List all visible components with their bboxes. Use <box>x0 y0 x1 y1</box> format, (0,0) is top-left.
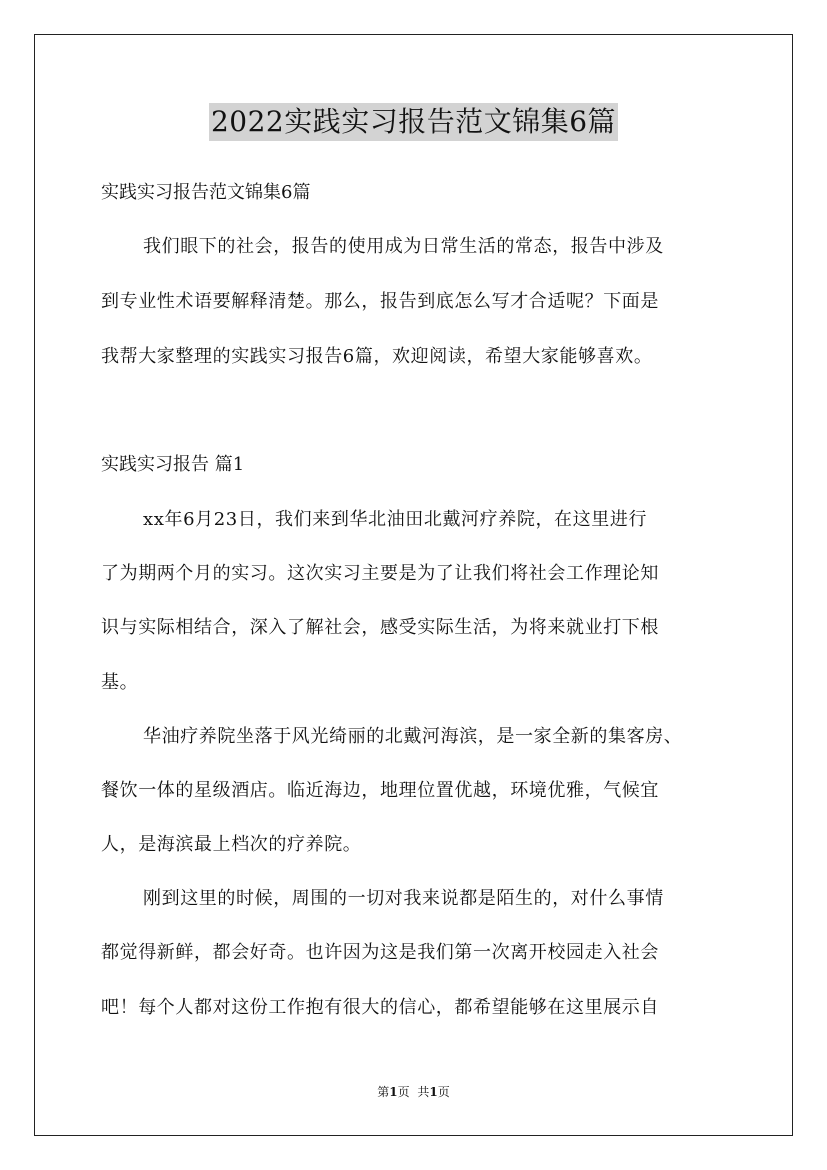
footer-total-number: 1 <box>429 1085 438 1099</box>
footer-page-suffix: 页 <box>397 1085 410 1099</box>
document-subtitle: 实践实习报告范文锦集6篇 <box>101 182 311 203</box>
paragraph3-line-2: 都觉得新鲜，都会好奇。也许因为这是我们第一次离开校园走入社会 <box>101 942 659 963</box>
paragraph2-line-3: 人，是海滨最上档次的疗养院。 <box>101 834 362 855</box>
paragraph1-line-2: 了为期两个月的实习。这次实习主要是为了让我们将社会工作理论知 <box>101 563 659 584</box>
intro-line-2: 到专业性术语要解释清楚。那么，报告到底怎么写才合适呢？下面是 <box>101 291 659 312</box>
paragraph1-line-3: 识与实际相结合，深入了解社会，感受实际生活，为将来就业打下根 <box>101 617 659 638</box>
paragraph2-line-1: 华油疗养院坐落于风光绮丽的北戴河海滨，是一家全新的集客房、 <box>143 726 683 747</box>
title-container <box>0 103 827 141</box>
footer-total-suffix: 页 <box>437 1085 450 1099</box>
page-footer <box>0 1083 827 1101</box>
paragraph3-line-3: 吧！每个人都对这份工作抱有很大的信心，都希望能够在这里展示自 <box>101 997 659 1018</box>
footer-total-prefix: 共 <box>417 1085 430 1099</box>
document-title: 2022实践实习报告范文锦集6篇 <box>209 103 618 141</box>
intro-line-1: 我们眼下的社会，报告的使用成为日常生活的常态，报告中涉及 <box>143 236 664 257</box>
footer-page-number: 1 <box>389 1085 398 1099</box>
intro-line-3: 我帮大家整理的实践实习报告6篇，欢迎阅读，希望大家能够喜欢。 <box>101 346 653 367</box>
section-heading: 实践实习报告 篇1 <box>101 454 245 475</box>
footer-page-prefix: 第 <box>377 1085 390 1099</box>
paragraph3-line-1: 刚到这里的时候，周围的一切对我来说都是陌生的，对什么事情 <box>143 888 664 909</box>
paragraph2-line-2: 餐饮一体的星级酒店。临近海边，地理位置优越，环境优雅，气候宜 <box>101 780 659 801</box>
paragraph1-line-4: 基。 <box>101 672 139 693</box>
paragraph1-line-1: xx年6月23日，我们来到华北油田北戴河疗养院，在这里进行 <box>143 509 648 530</box>
